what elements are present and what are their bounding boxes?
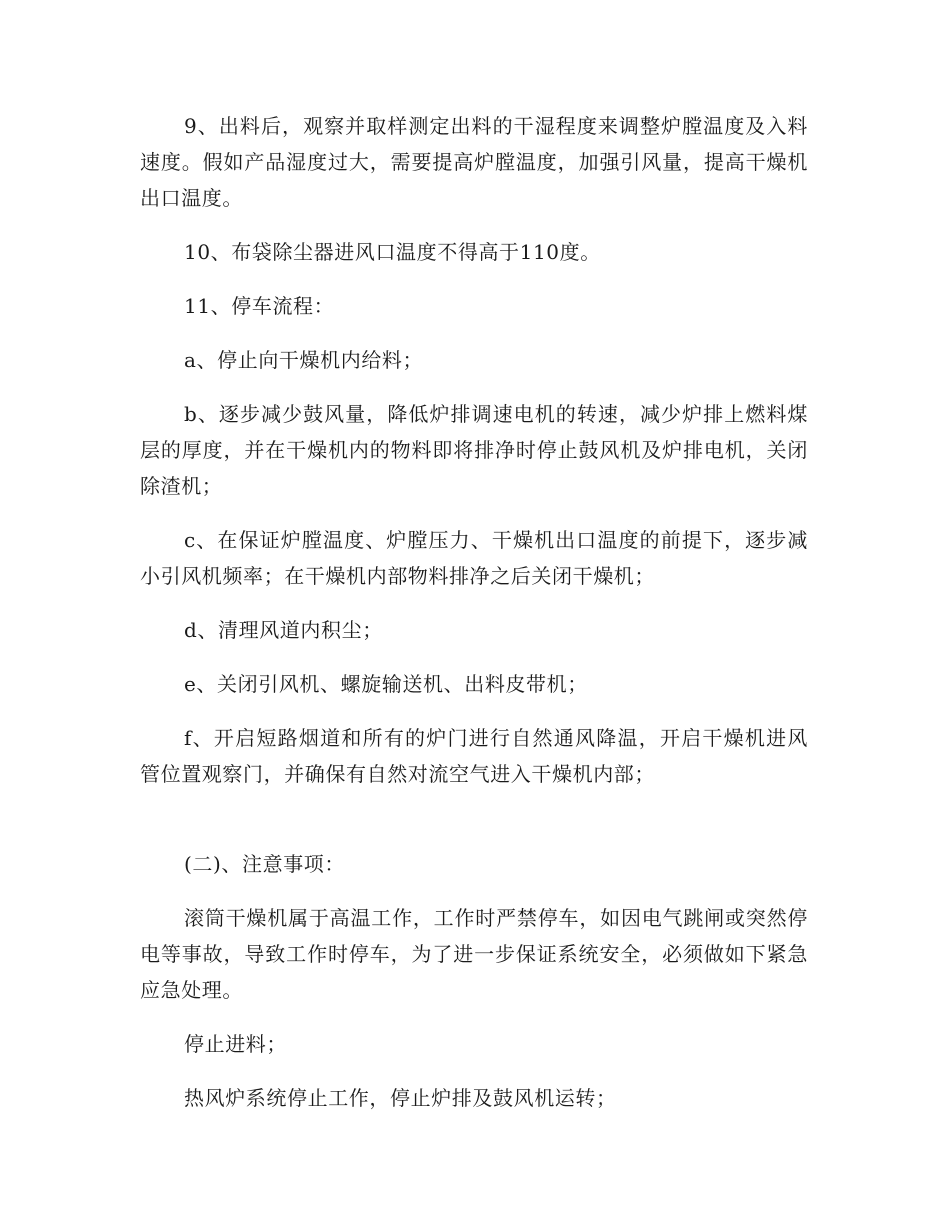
- section-spacer: [140, 810, 808, 846]
- paragraph-step-9: 9、出料后，观察并取样测定出料的干湿程度来调整炉膛温度及入料速度。假如产品湿度过大，需要提高炉膛温度，加强引风量，提高干燥机出口温度。: [140, 114, 808, 210]
- paragraph-step-11c: c、在保证炉膛温度、炉膛压力、干燥机出口温度的前提下，逐步减小引风机频率；在干燥机内部物料排净之后关闭干燥机；: [140, 528, 808, 588]
- paragraph-stop-feeding: 停止进料；: [184, 1032, 287, 1056]
- paragraph-step-11: 11、停车流程：: [184, 294, 335, 318]
- paragraph-step-11e: e、关闭引风机、螺旋输送机、出料皮带机；: [184, 672, 588, 696]
- section-heading-precautions: (二)、注意事项：: [184, 852, 346, 876]
- paragraph-step-11d: d、清理风道内积尘；: [184, 618, 383, 642]
- paragraph-step-10: 10、布袋除尘器进风口温度不得高于110度。: [184, 240, 601, 264]
- paragraph-stop-furnace: 热风炉系统停止工作，停止炉排及鼓风机运转；: [184, 1086, 617, 1110]
- paragraph-precautions-intro: 滚筒干燥机属于高温工作，工作时严禁停车，如因电气跳闸或突然停电等事故，导致工作时停车，为了进一步保证系统安全，必须做如下紧急应急处理。: [140, 906, 808, 1002]
- document-body: [140, 108, 808, 1134]
- paragraph-step-11a: a、停止向干燥机内给料；: [184, 348, 424, 372]
- paragraph-step-11f: f、开启短路烟道和所有的炉门进行自然通风降温，开启干燥机进风管位置观察门，并确保有自然对流空气进入干燥机内部；: [140, 726, 808, 786]
- paragraph-step-11b: b、逐步减少鼓风量，降低炉排调速电机的转速，减少炉排上燃料煤层的厚度，并在干燥机内的物料即将排净时停止鼓风机及炉排电机，关闭除渣机；: [140, 402, 808, 498]
